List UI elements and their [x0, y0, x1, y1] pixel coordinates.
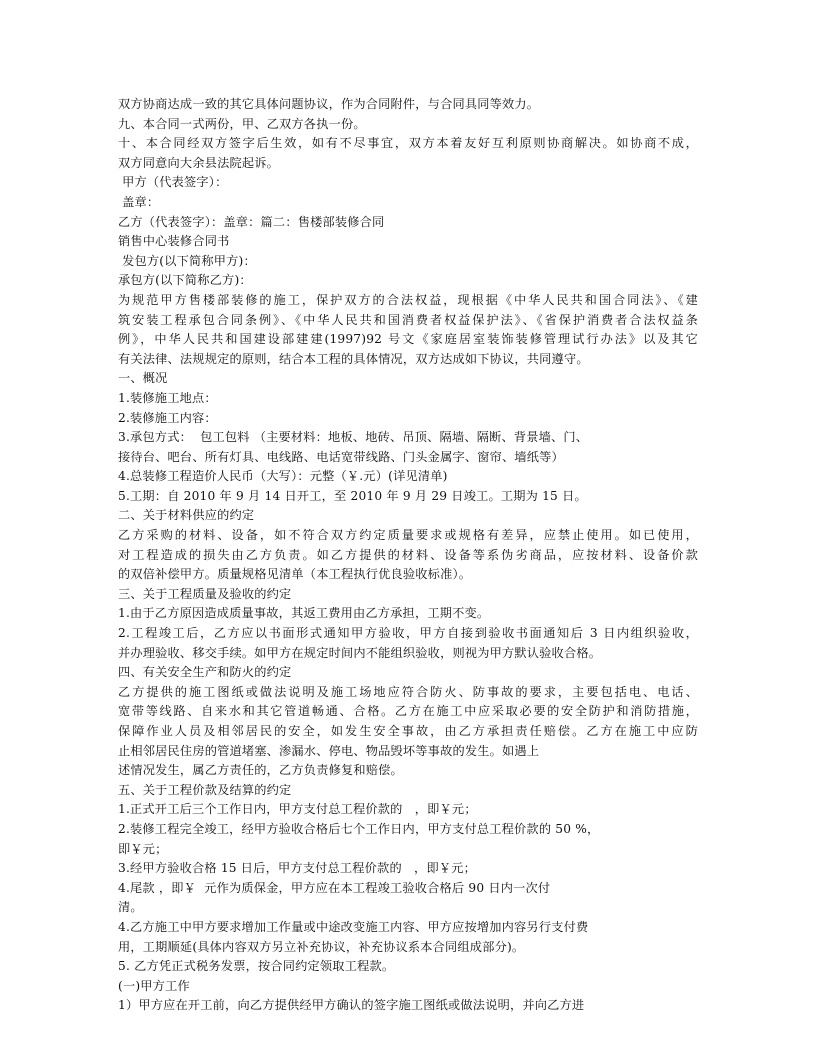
text-line: 销售中心装修合同书: [118, 234, 230, 249]
text-line: 例》，中华人民共和国建设部建建(1997)92 号文《家庭居室装饰装修管理试行办法》以及其它: [118, 332, 698, 347]
text-line: 清。: [118, 900, 143, 915]
text-line: 4.尾款 ，即￥ 元作为质保金，甲方应在本工程竣工验收合格后 90 日内一次付: [118, 880, 551, 895]
text-line: 并办理验收、移交手续。如甲方在规定时间内不能组织验收，则视为甲方默认验收合格。: [118, 645, 602, 660]
text-line: 对工程造成的损失由乙方负责。如乙方提供的材料、设备等系伪劣商品，应按材料、设备价款: [118, 547, 698, 562]
text-line: 2.装修工程完全竣工，经甲方验收合格后七个工作日内，甲方支付总工程价款的 50 %，: [118, 821, 600, 836]
text-line: 1）甲方应在开工前，向乙方提供经甲方确认的签字施工图纸或做法说明，并向乙方进: [118, 998, 585, 1013]
text-line: 二、关于材料供应的约定: [118, 508, 255, 523]
text-line: 5. 乙方凭正式税务发票，按合同约定领取工程款。: [118, 959, 395, 974]
text-line: 三、关于工程质量及验收的约定: [118, 586, 292, 601]
document-page: [118, 95, 698, 1016]
text-line: 宽带等线路、自来水和其它管道畅通、合格。乙方在施工中应采取必要的安全防护和消防措施，: [118, 704, 698, 719]
text-line: 用，工期顺延(具体内容双方另立补充协议，补充协议系本合同组成部分)。: [118, 939, 525, 954]
text-line: 有关法律、法规规定的原则，结合本工程的具体情况，双方达成如下协议，共同遵守。: [118, 351, 589, 366]
text-line: 盖章：: [118, 194, 160, 209]
text-line: 甲方（代表签字）：: [118, 175, 228, 190]
text-line: 4.乙方施工中甲方要求增加工作量或中途改变施工内容、甲方应按增加内容另行支付费: [118, 919, 589, 934]
text-line: 筑安装工程承包合同条例》、《中华人民共和国消费者权益保护法》、《省保护消费者合法权益条: [118, 312, 698, 327]
text-line: 3.承包方式： 包工包料 （主要材料：地板、地砖、吊顶、隔墙、隔断、背景墙、门、: [118, 430, 589, 445]
text-line: 2.装修施工内容：: [118, 410, 217, 425]
text-line: 一、概况: [118, 371, 168, 386]
text-line: 发包方(以下简称甲方)：: [118, 253, 256, 268]
text-line: 双方同意向大余县法院起诉。: [118, 155, 280, 170]
text-line: 接待台、吧台、所有灯具、电线路、电话宽带线路、门头金属字、窗帘、墙纸等）: [118, 449, 564, 464]
text-line: 四、有关安全生产和防火的约定: [118, 665, 292, 680]
text-line: 即￥元；: [118, 841, 168, 856]
text-line: 乙方（代表签字）：盖章：篇二：售楼部装修合同: [118, 214, 385, 229]
text-line: 4.总装修工程造价人民币（大写）：元整（￥.元）(详见清单): [118, 469, 448, 484]
text-line: 双方协商达成一致的其它具体问题协议，作为合同附件，与合同具同等效力。: [118, 97, 540, 111]
text-line: 3.经甲方验收合格 15 日后，甲方支付总工程价款的 ，即￥元；: [118, 861, 476, 876]
text-line: 的双倍补偿甲方。质量规格见清单（本工程执行优良验收标准）。: [118, 567, 472, 582]
text-line: (一)甲方工作: [118, 978, 190, 993]
text-line: 止相邻居民住房的管道堵塞、渗漏水、停电、物品毁坏等事故的发生。如遇上: [118, 743, 540, 758]
text-line: 乙方提供的施工图纸或做法说明及施工场地应符合防火、防事故的要求，主要包括电、电话、: [118, 684, 698, 699]
text-line: 保障作业人员及相邻居民的安全，如发生安全事故，由乙方承担责任赔偿。乙方在施工中应防: [118, 724, 698, 738]
text-line: 5.工期：自 2010 年 9 月 14 日开工，至 2010 年 9 月 29 日竣工。工期为 15 日。: [118, 488, 587, 503]
text-line: 1.由于乙方原因造成质量事故，其返工费用由乙方承担，工期不变。: [118, 606, 490, 621]
text-line: 十、本合同经双方签字后生效，如有不尽事宜，双方本着友好互利原则协商解决。如协商不成，: [118, 136, 698, 151]
text-line: 2.工程竣工后，乙方应以书面形式通知甲方验收，甲方自接到验收书面通知后 3 日内组织验收，: [118, 626, 698, 641]
text-line: 承包方(以下简称乙方)：: [118, 273, 252, 288]
text-line: 乙方采购的材料、设备，如不符合双方约定质量要求或规格有差异，应禁止使用。如已使用，: [118, 528, 698, 543]
text-line: 为规范甲方售楼部装修的施工，保护双方的合法权益，现根据《中华人民共和国合同法》、《建: [118, 292, 698, 307]
text-line: 述情况发生，属乙方责任的，乙方负责修复和赔偿。: [118, 763, 403, 778]
text-line: 1.装修施工地点：: [118, 390, 217, 405]
text-line: 五、关于工程价款及结算的约定: [118, 782, 292, 797]
text-line: 九、本合同一式两份，甲、乙双方各执一份。: [118, 116, 366, 131]
text-line: 1.正式开工后三个工作日内，甲方支付总工程价款的 ，即￥元；: [118, 802, 477, 817]
